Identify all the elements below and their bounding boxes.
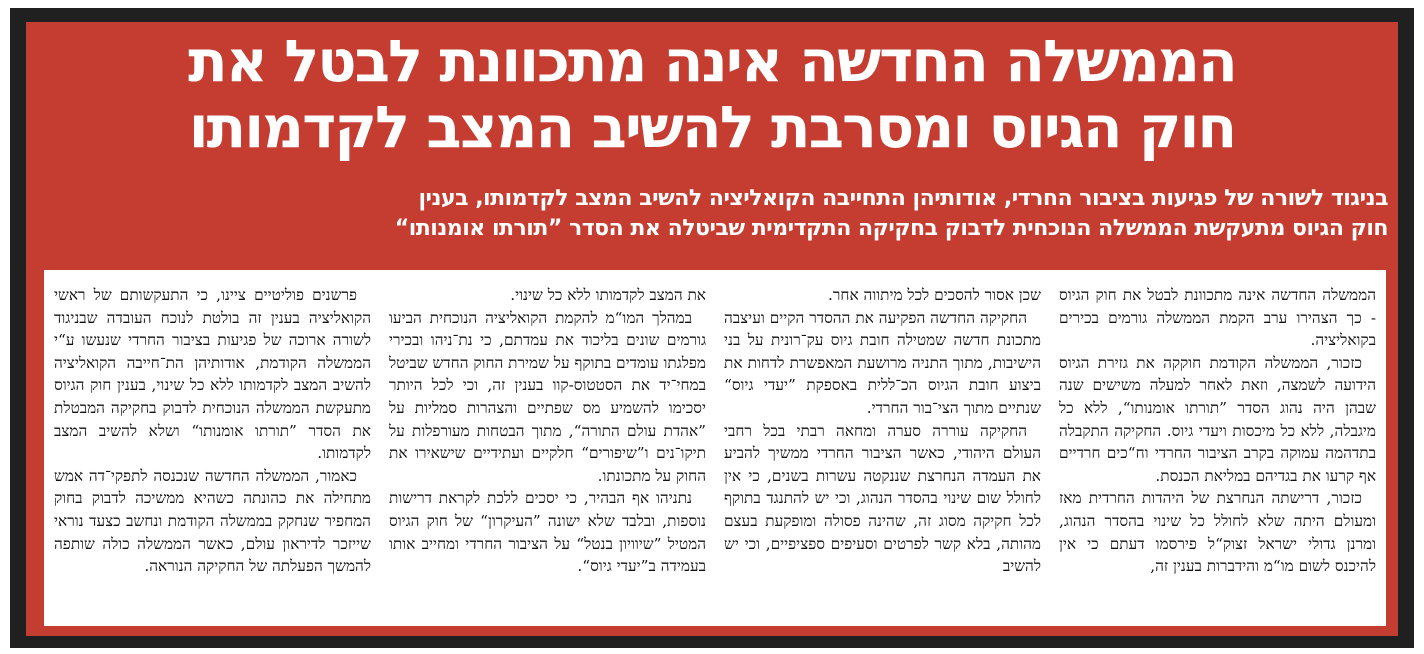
article-columns <box>54 284 1376 620</box>
paragraph: כאמור, הממשלה החדשה שנכנסה לתפקי־דה אמש מתחילה את כהונתה כשהיא ממשיכה לדבוק בחוק המחפיר שנחקק בממשלה הקודמת ונחשב כצעד נוראי שייזכר לדיראון עולם, כאשר הממשלה כולה שותפה להמשך הפעלתה של החקיקה הנוראה. <box>54 466 371 576</box>
article-body <box>44 270 1386 626</box>
paragraph: החקיקה החדשה הפקיעה את ההסדר הקיים ועיצבה מתכונת חדשה שמטילה חובת גיוס עק־רונית על בני הישיבות, מתוך התניה מרושעת המאפשרת לדחות את ביצוע חובת הגיוס הכ־ללית באספקת ”יעדי גיוס“ שנתיים מתוך הצי־בור החרדי. <box>724 308 1041 417</box>
paragraph: כזכור, דרישתה הנחרצת של היהדות החרדית מאז ומעולם היתה שלא לחולל כל שינוי בהסדר הנהוג, ומרנן גדולי ישראל זצוק“ל פירסמו דעתם כי אין להיכנס לשום מו“מ והידברות בענין זה, <box>1059 489 1376 576</box>
article-frame <box>10 8 1414 648</box>
headline-line-1: הממשלה החדשה אינה מתכוונת לבטל את <box>188 27 1236 95</box>
paragraph: נתניהו אף הבהיר, כי יסכים ללכת לקראת דרישות נוספות, ובלבד שלא ישונה ”העיקרון“ של חוק הגיוס המטיל ”שיוויון בנטל“ על הציבור החרדי ומחייב אותו בעמידה ב”יעדי גיוס“. <box>389 489 706 576</box>
subheadline-line-1: בניגוד לשורה של פגיעות בציבור החרדי, אודותיהן התחייבה הקואליציה להשיב המצב לקדמותו, בענין <box>418 186 1388 211</box>
column-3 <box>389 284 706 620</box>
subheadline <box>86 184 1388 244</box>
paragraph: במהלך המו“מ להקמת הקואליציה הנוכחית הביעו גורמים שונים בליכוד את עמדתם, כי נת־ניהו ובכירי מפלגתו עומדים בתוקף על שמירת החוק החדש שביטל במחי־יד את הסטטוס-קוו בענין זה, וכי לכל היותר יסכימו להשמיע מס שפתיים והצהרות סמליות על ”אהדת עולם התורה“, מתוך הבטחות מעורפלות על תיקו־נים ו”שיפורים“ חלקיים ועתידיים שישאירו את החוק על מתכונתו. <box>389 308 706 485</box>
column-4 <box>54 284 371 620</box>
paragraph: כזכור, הממשלה הקודמת חוקקה את גזירת הגיוס הידועה לשמצה, וזאת לאחר למעלה משישים שנה שבהן היה נהוג הסדר ”תורתו אומנותו“, ללא כל מיגבלה, ללא כל מיכסות ויעדי גיוס. החקיקה התקבלה בתדהמה עמוקה בקרב הציבור החרדי וח“כים חרדיים אף קרעו את בגדיהם במליאת הכנסת. <box>1059 353 1376 485</box>
paragraph: את המצב לקדמותו ללא כל שינוי. <box>510 286 706 304</box>
paragraph: הממשלה החדשה אינה מתכוונת לבטל את חוק הגיוס - כך הצהירו ערב הקמת הממשלה גורמים בכירים בקואליציה. <box>1059 286 1376 350</box>
headline-line-2: חוק הגיוס ומסרבת להשיב המצב לקדמותו <box>188 93 1236 161</box>
column-2 <box>724 284 1041 620</box>
paragraph: שכן אסור להסכים לכל מיתווה אחר. <box>828 286 1041 304</box>
headline <box>34 28 1390 160</box>
paragraph: פרשנים פוליטיים ציינו, כי התעקשותם של ראשי הקואליציה בענין זה בולטת לנוכח העובדה שבניגוד לשורה ארוכה של פגיעות בציבור החרדי שנעשו ע“י הממשלה הקודמת, אודותיהן הת־חייבה הקואליציה להשיב המצב לקדמותו ללא כל שינוי, בענין חוק הגיוס מתעקשת הממשלה הנוכחית לדבוק בחקיקה המבטלת את הסדר ”תורתו אומנותו“ ושלא להשיב המצב לקדמותו. <box>54 286 371 463</box>
column-1 <box>1059 284 1376 620</box>
subheadline-line-2: חוק הגיוס מתעקשת הממשלה הנוכחית לדבוק בחקיקה התקדימית שביטלה את הסדר ”תורתו אומנותו“ <box>394 216 1388 241</box>
article-panel <box>26 22 1398 636</box>
paragraph: החקיקה עוררה סערה ומחאה רבתי בכל רחבי העולם היהודי, כאשר הציבור החרדי ממשיך להביע את העמדה הנחרצת שננקטה עשרות בשנים, כי אין לחולל שום שינוי בהסדר הנהוג, וכי יש להתנגד בתוקף לכל חקיקה מסוג זה, שהינה פסולה ומופקעת בעצם מהותה, בלא קשר לפרטים וסעיפים ספציפיים, וכי יש להשיב <box>724 421 1041 576</box>
